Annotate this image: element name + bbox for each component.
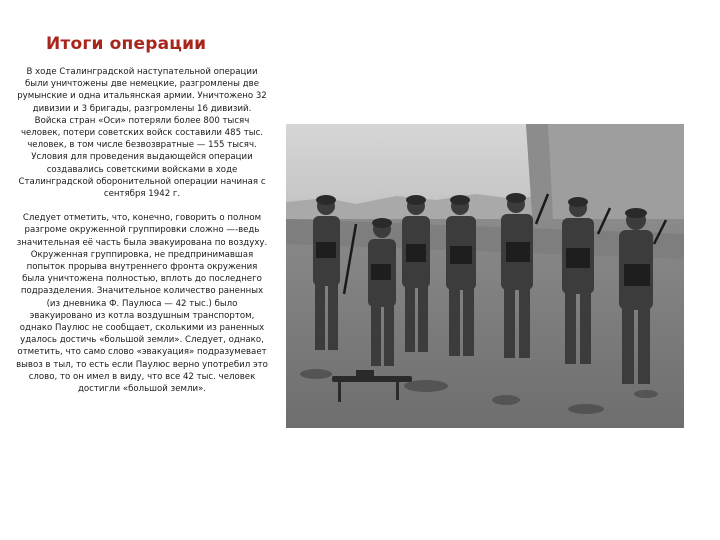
historical-photo xyxy=(286,124,684,428)
soldiers-photo-illustration xyxy=(286,124,684,428)
slide-title: Итоги операции xyxy=(46,34,207,54)
paragraph-2: Следует отметить, что, конечно, говорить о полном разгроме окруженной группировки сложно —-ведь значительная её часть была эвакуирована по воздуху. Окруженная группировка, не предпринимавшая попыток прорыва внутреннего фронта окружения была уничтожена полностью, вплоть до последнего подразделения. Значительное количество раненных (из дневника Ф. Паулюса — 42 тыс.) было эвакуировано из котла воздушным транспортом, однако Паулюс не сообщает, сколькими из раненных удалось достичь «большой земли». Следует, однако, отметить, что само слово «эвакуация» подразумевает вывоз в тыл, то есть если Паулюс верно употребил это слово, то он имел в виду, что все 42 тыс. человек достигли «большой земли». xyxy=(16,213,268,395)
text-column xyxy=(16,66,268,395)
paragraph-1: В ходе Сталинградской наступательной операции были уничтожены две немецкие, разгромлены две румынские и одна итальянская армии. Уничтожено 32 дивизии и 3 бригады, разгромлены 16 дивизий. Войска стран «Оси» потеряли более 800 тысяч человек, потери советских войск составили 485 тыс. человек, в том числе безвозвратные — 155 тысяч. Условия для проведения выдающейся операции создавались советскими войсками в ходе Сталинградской оборонительной операции начиная с сентября 1942 г. xyxy=(17,67,267,200)
